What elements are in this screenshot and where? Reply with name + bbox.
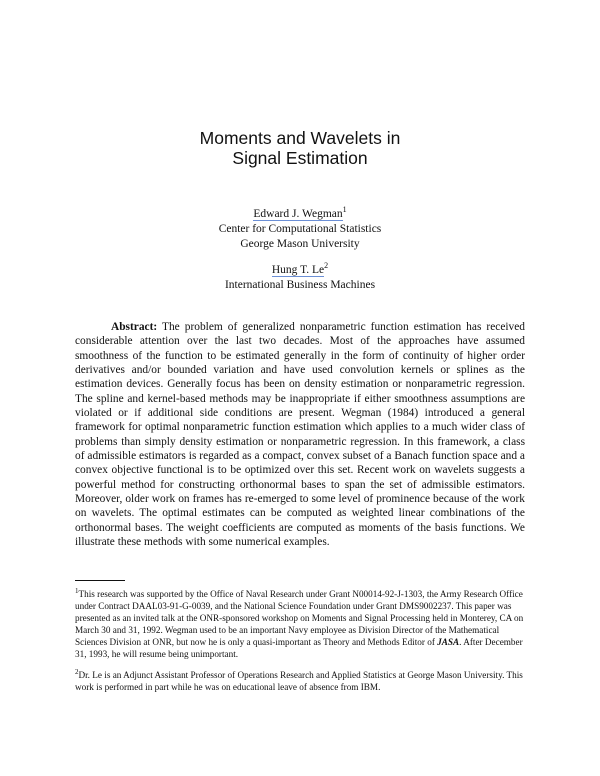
author-footnote-mark: 2 [324,261,329,270]
footnote-text: This research was supported by the Office of Naval Research under Grant N00014-92-J-1303, the Army Research Office under Contract DAAL03-91-G-0039, and the National Science Foundation under Grant DMS9002237. This paper was presented as an invited talk at the ONR-sponsored workshop on Moments and Signal Processing held in Monterey, CA on March 30 and 31, 1992. Wegman used to be an important Navy employee as Division Director of the Mathematical Sciences Division at ONR, but now he is only a quasi-important as Theory and Methods Editor of [75,589,524,648]
footnote-mark: 2 [75,668,79,676]
author-affiliation: Center for Computational Statistics [218,223,382,235]
abstract-label: Abstract: [111,321,158,333]
paper-title [0,128,600,168]
author-affiliation: George Mason University [240,238,360,250]
footnote-mark: 1 [75,587,79,595]
author-block-1 [0,207,600,252]
title-line-2: Signal Estimation [232,148,368,168]
author-footnote-mark: 1 [342,205,347,214]
author-name-line [0,207,600,222]
author-block-2 [0,263,600,293]
abstract-text: The problem of generalized nonparametric function estimation has received considerable attention over the last two decades. Most of the approaches have assumed smoothness of the function to be estimated generally in the form of continuity of higher order derivatives and/or bounded variation and have used convolution kernels or splines as the estimation devices. Generally focus has been on density estimation or nonparametric regression. The spline and kernel-based methods may be inappropriate if either smoothness assumptions are violated or if additional side conditions are present. Wegman (1984) introduced a general framework for optimal nonparametric function estimation which applies to a much wider class of problems than simply density estimation or nonparametric regression. In this framework, a class of admissible estimators is regarded as a compact, convex subset of a Banach function space and a convex objective functional is to be optimized over this set. Recent work on wavelets suggests a powerful method for constructing orthonormal bases to span the set of admissible estimators. Moreover, older work on frames has re-emerged to some level of prominence because of the work on wavelets. The optimal estimates can be computed as weighted linear combinations of the orthonormal bases. The weight coefficients are computed as moments of the basis functions. We illustrate these methods with some numerical examples. [75,321,525,549]
footnote-2 [75,669,525,693]
author-name-line [0,263,600,278]
abstract-paragraph [75,320,525,550]
title-line-1: Moments and Wavelets in [199,128,401,148]
footnote-text-tail: . After December 31, 1993, he will resume being unimportant. [75,637,523,660]
author-affiliation: International Business Machines [224,279,376,291]
footnote-text: Dr. Le is an Adjunct Assistant Professor of Operations Research and Applied Statistics at George Mason University. This work is performed in part while he was on educational leave of absence from IBM. [75,670,523,693]
author-name-link[interactable]: Edward J. Wegman [253,208,343,220]
journal-name: JASA [437,637,460,648]
footnote-1 [75,588,525,661]
footnote-separator [75,580,125,581]
author-name-link[interactable]: Hung T. Le [271,264,325,276]
